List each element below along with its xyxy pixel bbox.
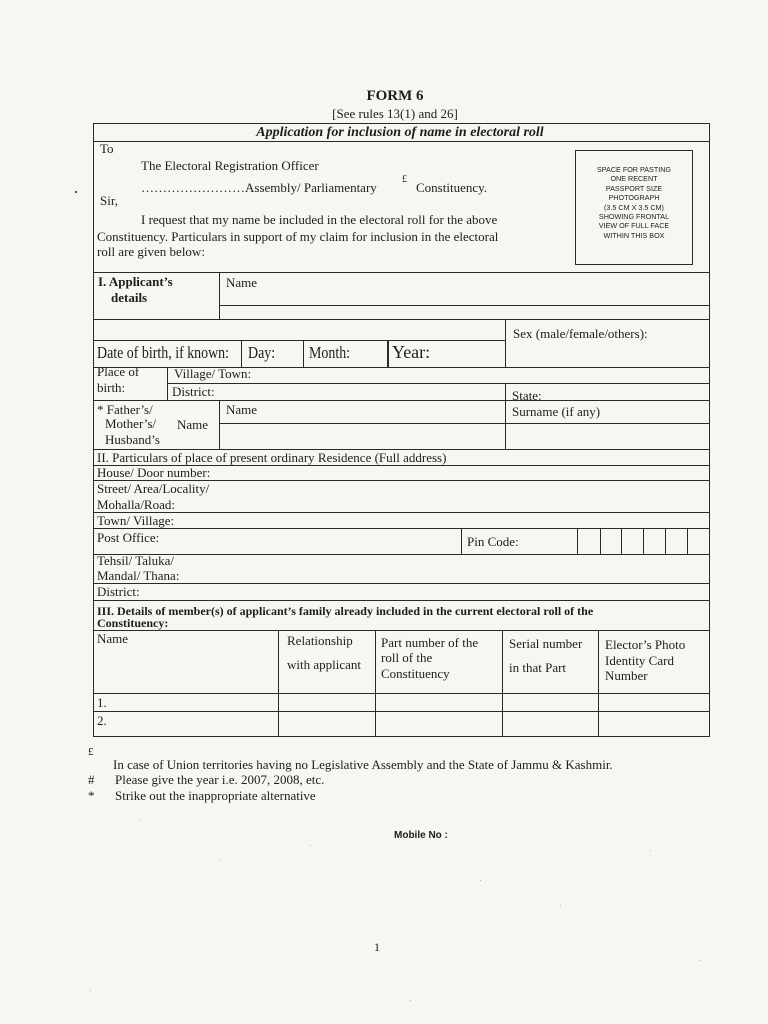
footnote-text: Please give the year i.e. 2007, 2008, etc. — [115, 772, 325, 787]
section1-heading-1: I. Applicant’s — [98, 274, 173, 289]
pin-digit-box[interactable] — [688, 529, 708, 553]
town-village-field[interactable] — [185, 514, 707, 527]
street-label-1: Street/ Area/Locality/ — [97, 481, 210, 496]
salutation: Sir, — [100, 193, 118, 208]
pin-digit-box[interactable] — [601, 529, 620, 553]
section1-heading-2: details — [111, 290, 148, 305]
frame-left — [93, 123, 94, 737]
relative-name-word: Name — [177, 417, 209, 432]
photo-box-line: SPACE FOR PASTING — [596, 165, 671, 174]
to-label: To — [100, 141, 114, 156]
section1-top — [93, 272, 710, 273]
photo-box-line: WITHIN THIS BOX — [603, 230, 665, 240]
pin-digit-box[interactable] — [666, 529, 686, 553]
frame-top — [93, 123, 710, 124]
col-header-relationship-1: Relationship — [287, 633, 353, 648]
sex-field[interactable] — [507, 342, 707, 366]
scan-speck — [480, 880, 481, 881]
footnote-mark: £ — [88, 746, 94, 758]
pin-digit-box[interactable] — [578, 529, 599, 553]
scan-speck — [560, 905, 561, 906]
year-field[interactable] — [445, 342, 503, 366]
constituency-line: ……………………Assembly/ Parliamentary — [141, 180, 377, 195]
relative-label-2: Mother’s/ — [105, 416, 157, 431]
house-number-field[interactable] — [225, 466, 707, 479]
request-line-2: Constituency. Particulars in support of my claim for inclusion in the electoral — [97, 229, 499, 244]
year-label: Year: — [392, 342, 431, 362]
village-town-field[interactable] — [260, 368, 707, 382]
title-underline — [93, 141, 710, 142]
day-label: Day: — [248, 343, 276, 362]
dob-label: Date of birth, if known: — [97, 343, 230, 362]
col-header-name: Name — [97, 631, 129, 646]
pin-digit-box[interactable] — [644, 529, 664, 553]
section3-heading-1: III. Details of member(s) of applicant’s family already included in the current electoral roll of the — [97, 604, 594, 618]
table-row[interactable] — [94, 694, 709, 710]
section2-heading: II. Particulars of place of present ordinary Residence (Full address) — [97, 450, 447, 465]
col-header-serial-1: Serial number — [509, 636, 583, 651]
photo-box-line: ONE RECENT — [610, 174, 658, 184]
footnote-mark: * — [88, 788, 95, 803]
photo-box-line: VIEW OF FULL FACE — [598, 221, 670, 231]
scan-speck — [700, 960, 701, 961]
section3-heading-2: Constituency: — [97, 616, 169, 630]
col-header-part-1: Part number of the — [381, 635, 479, 650]
col-header-part-3: Constituency — [381, 666, 450, 681]
col-header-relationship-2: with applicant — [287, 657, 362, 672]
scan-speck — [140, 820, 141, 821]
col-header-epic-1: Elector’s Photo — [605, 637, 686, 652]
scan-speck — [220, 860, 221, 861]
footnote-mark: # — [88, 772, 95, 787]
rules-reference: [See rules 13(1) and 26] — [332, 106, 458, 121]
photo-box-line: SHOWING FRONTAL — [598, 212, 670, 222]
scan-speck — [75, 191, 77, 193]
table-row-number: 1. — [97, 695, 107, 710]
pin-code-label: Pin Code: — [467, 534, 519, 549]
month-field[interactable] — [360, 342, 386, 366]
town-village-label: Town/ Village: — [97, 513, 175, 528]
photo-box[interactable] — [575, 150, 693, 265]
table-row-number: 2. — [97, 713, 107, 728]
address-district-field[interactable] — [150, 585, 707, 598]
pound-mark: £ — [402, 174, 407, 185]
month-label: Month: — [309, 343, 351, 362]
table-row[interactable] — [94, 712, 709, 736]
surname-label: Surname (if any) — [512, 404, 601, 419]
constituency-word: Constituency. — [416, 180, 488, 195]
relative-name-label: Name — [226, 402, 258, 417]
application-title: Application for inclusion of name in electoral roll — [256, 125, 544, 140]
footnote-text: In case of Union territories having no Legislative Assembly and the State of Jammu & Kashmir. — [113, 757, 613, 772]
col-header-epic-2: Identity Card — [605, 653, 674, 668]
frame-right — [709, 123, 710, 737]
col-header-epic-3: Number — [605, 668, 648, 683]
post-office-label: Post Office: — [97, 530, 160, 545]
sex-label: Sex (male/female/others): — [513, 326, 648, 341]
state-field[interactable] — [550, 385, 707, 399]
mobile-number-label: Mobile No : — [394, 830, 448, 841]
state-label: State: — [512, 388, 542, 403]
col-header-serial-2: in that Part — [509, 660, 567, 675]
footnote-text: Strike out the inappropriate alternative — [115, 788, 316, 803]
post-office-field[interactable] — [170, 530, 460, 552]
place-of-birth-label-1: Place of — [97, 364, 140, 379]
place-of-birth-label-2: birth: — [97, 380, 126, 395]
officer-line: The Electoral Registration Officer — [141, 158, 319, 173]
photo-box-line: PHOTOGRAPH — [608, 193, 660, 203]
street-field[interactable] — [190, 496, 707, 511]
scan-speck — [90, 990, 91, 991]
birth-district-label: District: — [172, 384, 215, 399]
pin-digit-box[interactable] — [622, 529, 642, 553]
mobile-number-field[interactable] — [460, 826, 660, 842]
applicant-name-field-2[interactable] — [95, 321, 505, 339]
tehsil-label-2: Mandal/ Thana: — [97, 568, 180, 583]
photo-box-line: PASSPORT SIZE — [605, 183, 663, 193]
request-line-1: I request that my name be included in the electoral roll for the above — [141, 212, 498, 227]
birth-district-field[interactable] — [220, 385, 504, 399]
page-number: 1 — [374, 940, 380, 954]
house-number-label: House/ Door number: — [97, 465, 211, 480]
village-town-label: Village/ Town: — [174, 366, 252, 381]
relative-label-3: Husband’s — [105, 432, 160, 447]
form-title: FORM 6 — [366, 88, 424, 104]
street-label-2: Mohalla/Road: — [97, 497, 175, 512]
request-line-3: roll are given below: — [97, 244, 205, 259]
tehsil-label-1: Tehsil/ Taluka/ — [97, 553, 175, 568]
scan-speck — [310, 845, 311, 846]
day-field[interactable] — [282, 342, 302, 366]
scan-speck — [650, 850, 651, 851]
name-label: Name — [226, 275, 258, 290]
col-header-part-2: roll of the — [381, 650, 433, 665]
relative-label-1: * Father’s/ — [97, 402, 153, 417]
tehsil-field[interactable] — [190, 567, 707, 582]
address-district-label: District: — [97, 584, 140, 599]
photo-box-line: (3.5 CM X 3.5 CM) — [604, 202, 664, 212]
surname-field[interactable] — [507, 420, 707, 448]
scan-speck — [410, 1000, 411, 1001]
applicant-name-field[interactable] — [221, 282, 707, 304]
